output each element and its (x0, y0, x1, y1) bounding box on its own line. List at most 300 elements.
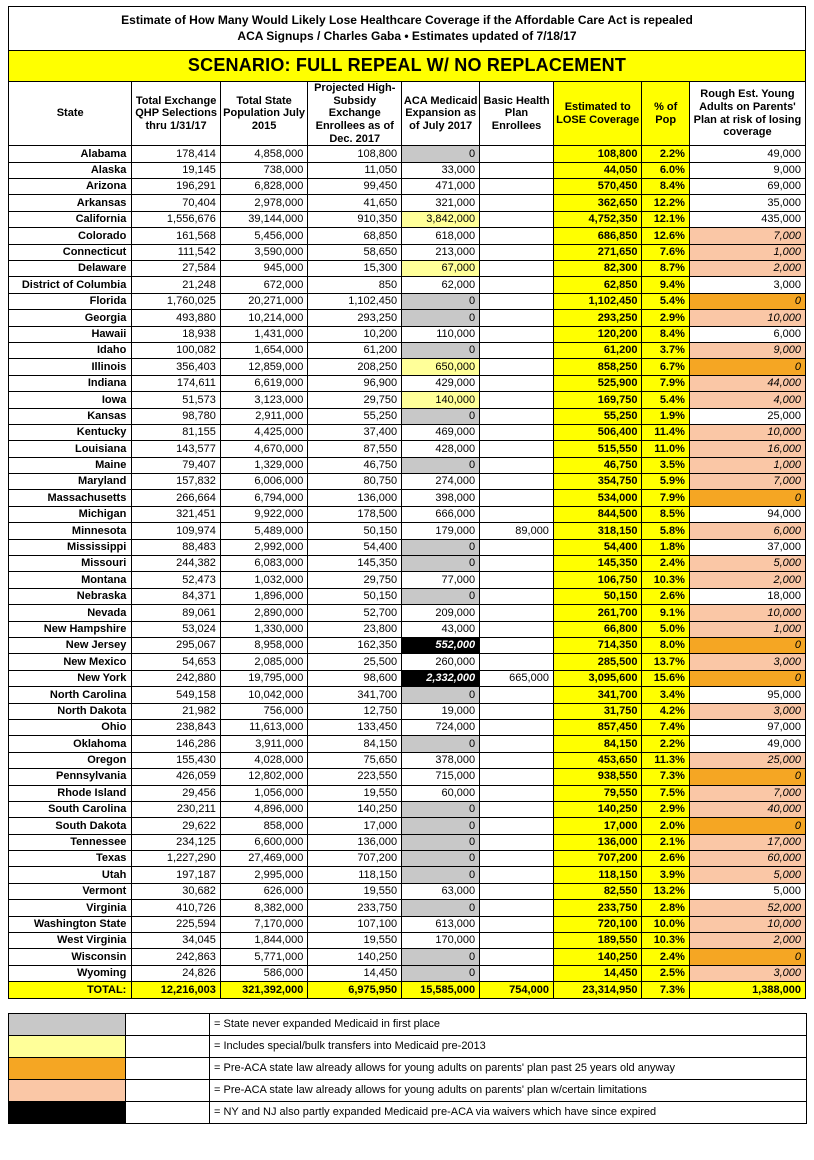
basic-health-plan (480, 457, 554, 473)
state-population: 5,771,000 (220, 949, 307, 965)
medicaid-expansion: 0 (402, 310, 480, 326)
basic-health-plan: 89,000 (480, 523, 554, 539)
young-adults-at-risk: 97,000 (689, 719, 805, 735)
high-subsidy-enrollees: 54,400 (308, 539, 402, 555)
state-name: South Carolina (9, 801, 132, 817)
high-subsidy-enrollees: 293,250 (308, 310, 402, 326)
state-population: 3,590,000 (220, 244, 307, 260)
estimated-to-lose: 118,150 (553, 867, 642, 883)
state-name: New Mexico (9, 654, 132, 670)
state-population: 1,896,000 (220, 588, 307, 604)
table-row (9, 818, 806, 834)
state-population: 626,000 (220, 883, 307, 899)
pct-of-pop: 5.4% (642, 293, 689, 309)
state-name: Kansas (9, 408, 132, 424)
state-name: California (9, 211, 132, 227)
high-subsidy-enrollees: 80,750 (308, 474, 402, 490)
pct-of-pop: 3.4% (642, 687, 689, 703)
pct-of-pop: 10.3% (642, 572, 689, 588)
pct-of-pop: 2.8% (642, 900, 689, 916)
medicaid-expansion: 0 (402, 736, 480, 752)
estimated-to-lose: 525,900 (553, 375, 642, 391)
table-row (9, 769, 806, 785)
estimated-to-lose: 31,750 (553, 703, 642, 719)
state-name: Indiana (9, 375, 132, 391)
qhp-selections: 155,430 (132, 752, 221, 768)
state-population: 858,000 (220, 818, 307, 834)
table-row (9, 474, 806, 490)
estimated-to-lose: 858,250 (553, 359, 642, 375)
total-qhp: 12,216,003 (132, 982, 221, 999)
medicaid-expansion: 0 (402, 965, 480, 981)
basic-health-plan (480, 801, 554, 817)
state-name: Vermont (9, 883, 132, 899)
qhp-selections: 143,577 (132, 441, 221, 457)
estimated-to-lose: 120,200 (553, 326, 642, 342)
high-subsidy-enrollees: 341,700 (308, 687, 402, 703)
state-population: 19,795,000 (220, 670, 307, 686)
legend-row (9, 1080, 807, 1102)
qhp-selections: 52,473 (132, 572, 221, 588)
basic-health-plan (480, 752, 554, 768)
estimated-to-lose: 17,000 (553, 818, 642, 834)
young-adults-at-risk: 9,000 (689, 342, 805, 358)
state-name: Mississippi (9, 539, 132, 555)
young-adults-at-risk: 7,000 (689, 785, 805, 801)
estimated-to-lose: 720,100 (553, 916, 642, 932)
state-population: 10,214,000 (220, 310, 307, 326)
table-row (9, 621, 806, 637)
state-population: 4,896,000 (220, 801, 307, 817)
high-subsidy-enrollees: 10,200 (308, 326, 402, 342)
qhp-selections: 34,045 (132, 933, 221, 949)
estimated-to-lose: 3,095,600 (553, 670, 642, 686)
medicaid-expansion: 618,000 (402, 228, 480, 244)
table-row (9, 490, 806, 506)
table-row (9, 670, 806, 686)
table-row (9, 195, 806, 211)
estimated-to-lose: 686,850 (553, 228, 642, 244)
state-population: 2,992,000 (220, 539, 307, 555)
state-name: Minnesota (9, 523, 132, 539)
pct-of-pop: 12.6% (642, 228, 689, 244)
state-name: Tennessee (9, 834, 132, 850)
pct-of-pop: 8.4% (642, 179, 689, 195)
state-population: 1,844,000 (220, 933, 307, 949)
estimated-to-lose: 354,750 (553, 474, 642, 490)
young-adults-at-risk: 0 (689, 670, 805, 686)
pct-of-pop: 7.5% (642, 785, 689, 801)
state-name: District of Columbia (9, 277, 132, 293)
state-name: Pennsylvania (9, 769, 132, 785)
estimated-to-lose: 570,450 (553, 179, 642, 195)
young-adults-at-risk: 4,000 (689, 392, 805, 408)
state-population: 4,028,000 (220, 752, 307, 768)
state-name: Wisconsin (9, 949, 132, 965)
qhp-selections: 549,158 (132, 687, 221, 703)
total-young-adults: 1,388,000 (689, 982, 805, 999)
col-header-high-subsidy: Projected High-Subsidy Exchange Enrollees as of Dec. 2017 (308, 82, 402, 146)
high-subsidy-enrollees: 19,550 (308, 933, 402, 949)
qhp-selections: 109,974 (132, 523, 221, 539)
young-adults-at-risk: 95,000 (689, 687, 805, 703)
estimated-to-lose: 233,750 (553, 900, 642, 916)
qhp-selections: 146,286 (132, 736, 221, 752)
qhp-selections: 157,832 (132, 474, 221, 490)
medicaid-expansion: 43,000 (402, 621, 480, 637)
basic-health-plan (480, 736, 554, 752)
state-name: Arkansas (9, 195, 132, 211)
state-name: Nevada (9, 605, 132, 621)
state-name: Utah (9, 867, 132, 883)
high-subsidy-enrollees: 145,350 (308, 556, 402, 572)
young-adults-at-risk: 5,000 (689, 883, 805, 899)
medicaid-expansion: 398,000 (402, 490, 480, 506)
total-estimated: 23,314,950 (553, 982, 642, 999)
estimated-to-lose: 844,500 (553, 506, 642, 522)
estimated-to-lose: 84,150 (553, 736, 642, 752)
col-header-state: State (9, 82, 132, 146)
pct-of-pop: 10.3% (642, 933, 689, 949)
qhp-selections: 98,780 (132, 408, 221, 424)
state-name: South Dakota (9, 818, 132, 834)
basic-health-plan (480, 293, 554, 309)
young-adults-at-risk: 37,000 (689, 539, 805, 555)
table-row (9, 441, 806, 457)
qhp-selections: 70,404 (132, 195, 221, 211)
state-name: Georgia (9, 310, 132, 326)
legend-spacer (126, 1014, 210, 1036)
medicaid-expansion: 378,000 (402, 752, 480, 768)
state-population: 945,000 (220, 261, 307, 277)
table-row (9, 900, 806, 916)
high-subsidy-enrollees: 910,350 (308, 211, 402, 227)
medicaid-expansion: 724,000 (402, 719, 480, 735)
medicaid-expansion: 428,000 (402, 441, 480, 457)
medicaid-expansion: 469,000 (402, 424, 480, 440)
total-label: TOTAL: (9, 982, 132, 999)
table-row (9, 359, 806, 375)
pct-of-pop: 2.6% (642, 588, 689, 604)
basic-health-plan (480, 556, 554, 572)
basic-health-plan (480, 687, 554, 703)
pct-of-pop: 15.6% (642, 670, 689, 686)
table-row (9, 228, 806, 244)
legend-color-swatch (9, 1036, 126, 1058)
young-adults-at-risk: 2,000 (689, 572, 805, 588)
basic-health-plan (480, 637, 554, 653)
estimated-to-lose: 293,250 (553, 310, 642, 326)
qhp-selections: 88,483 (132, 539, 221, 555)
pct-of-pop: 2.0% (642, 818, 689, 834)
legend-spacer (126, 1058, 210, 1080)
state-population: 5,456,000 (220, 228, 307, 244)
pct-of-pop: 2.9% (642, 801, 689, 817)
medicaid-expansion: 0 (402, 457, 480, 473)
basic-health-plan (480, 228, 554, 244)
basic-health-plan (480, 834, 554, 850)
legend-row (9, 1102, 807, 1124)
state-population: 9,922,000 (220, 506, 307, 522)
state-population: 7,170,000 (220, 916, 307, 932)
basic-health-plan (480, 900, 554, 916)
state-population: 10,042,000 (220, 687, 307, 703)
table-row (9, 588, 806, 604)
legend-row (9, 1014, 807, 1036)
young-adults-at-risk: 0 (689, 818, 805, 834)
high-subsidy-enrollees: 19,550 (308, 883, 402, 899)
high-subsidy-enrollees: 29,750 (308, 572, 402, 588)
medicaid-expansion: 0 (402, 818, 480, 834)
young-adults-at-risk: 6,000 (689, 523, 805, 539)
total-row (9, 982, 806, 999)
medicaid-expansion: 0 (402, 146, 480, 162)
high-subsidy-enrollees: 140,250 (308, 801, 402, 817)
legend-spacer (126, 1102, 210, 1124)
estimated-to-lose: 271,650 (553, 244, 642, 260)
young-adults-at-risk: 9,000 (689, 162, 805, 178)
table-row (9, 556, 806, 572)
col-header-qhp: Total Exchange QHP Selections thru 1/31/17 (132, 82, 221, 146)
basic-health-plan (480, 179, 554, 195)
estimated-to-lose: 506,400 (553, 424, 642, 440)
legend-spacer (126, 1080, 210, 1102)
estimated-to-lose: 362,650 (553, 195, 642, 211)
title-line-2: ACA Signups / Charles Gaba • Estimates updated of 7/18/17 (237, 29, 577, 44)
col-header-basic-health-plan: Basic Health Plan Enrollees (480, 82, 554, 146)
young-adults-at-risk: 1,000 (689, 621, 805, 637)
medicaid-expansion: 0 (402, 556, 480, 572)
legend-description: = State never expanded Medicaid in first place (210, 1014, 807, 1036)
state-name: Oklahoma (9, 736, 132, 752)
high-subsidy-enrollees: 37,400 (308, 424, 402, 440)
state-name: North Carolina (9, 687, 132, 703)
young-adults-at-risk: 49,000 (689, 146, 805, 162)
high-subsidy-enrollees: 107,100 (308, 916, 402, 932)
high-subsidy-enrollees: 108,800 (308, 146, 402, 162)
qhp-selections: 426,059 (132, 769, 221, 785)
state-name: Louisiana (9, 441, 132, 457)
legend-description: = Includes special/bulk transfers into Medicaid pre-2013 (210, 1036, 807, 1058)
medicaid-expansion: 209,000 (402, 605, 480, 621)
state-name: Texas (9, 851, 132, 867)
legend-row (9, 1058, 807, 1080)
pct-of-pop: 13.7% (642, 654, 689, 670)
table-row (9, 244, 806, 260)
young-adults-at-risk: 94,000 (689, 506, 805, 522)
pct-of-pop: 2.4% (642, 556, 689, 572)
table-row (9, 162, 806, 178)
young-adults-at-risk: 0 (689, 293, 805, 309)
medicaid-expansion: 471,000 (402, 179, 480, 195)
state-population: 11,613,000 (220, 719, 307, 735)
pct-of-pop: 8.7% (642, 261, 689, 277)
qhp-selections: 244,382 (132, 556, 221, 572)
qhp-selections: 266,664 (132, 490, 221, 506)
pct-of-pop: 3.9% (642, 867, 689, 883)
pct-of-pop: 11.0% (642, 441, 689, 457)
state-population: 8,382,000 (220, 900, 307, 916)
high-subsidy-enrollees: 55,250 (308, 408, 402, 424)
state-name: Ohio (9, 719, 132, 735)
state-name: Nebraska (9, 588, 132, 604)
estimated-to-lose: 707,200 (553, 851, 642, 867)
high-subsidy-enrollees: 136,000 (308, 834, 402, 850)
young-adults-at-risk: 3,000 (689, 277, 805, 293)
pct-of-pop: 9.1% (642, 605, 689, 621)
table-row (9, 916, 806, 932)
medicaid-expansion: 140,000 (402, 392, 480, 408)
pct-of-pop: 12.2% (642, 195, 689, 211)
legend-body (9, 1014, 807, 1124)
young-adults-at-risk: 60,000 (689, 851, 805, 867)
total-medicaid: 15,585,000 (402, 982, 480, 999)
basic-health-plan (480, 441, 554, 457)
table-row (9, 605, 806, 621)
table-row (9, 523, 806, 539)
pct-of-pop: 7.4% (642, 719, 689, 735)
table-row (9, 506, 806, 522)
total-basic-health-plan: 754,000 (480, 982, 554, 999)
estimated-to-lose: 66,800 (553, 621, 642, 637)
estimated-to-lose: 938,550 (553, 769, 642, 785)
high-subsidy-enrollees: 178,500 (308, 506, 402, 522)
estimated-to-lose: 453,650 (553, 752, 642, 768)
table-row (9, 572, 806, 588)
state-population: 27,469,000 (220, 851, 307, 867)
high-subsidy-enrollees: 162,350 (308, 637, 402, 653)
medicaid-expansion: 179,000 (402, 523, 480, 539)
legend-color-swatch (9, 1080, 126, 1102)
table-row (9, 867, 806, 883)
basic-health-plan (480, 359, 554, 375)
young-adults-at-risk: 25,000 (689, 408, 805, 424)
pct-of-pop: 6.0% (642, 162, 689, 178)
legend-description: = NY and NJ also partly expanded Medicaid pre-ACA via waivers which have since expired (210, 1102, 807, 1124)
state-population: 672,000 (220, 277, 307, 293)
basic-health-plan (480, 244, 554, 260)
high-subsidy-enrollees: 96,900 (308, 375, 402, 391)
state-name: Connecticut (9, 244, 132, 260)
basic-health-plan (480, 162, 554, 178)
young-adults-at-risk: 1,000 (689, 457, 805, 473)
pct-of-pop: 8.0% (642, 637, 689, 653)
estimated-to-lose: 106,750 (553, 572, 642, 588)
young-adults-at-risk: 0 (689, 949, 805, 965)
high-subsidy-enrollees: 50,150 (308, 523, 402, 539)
basic-health-plan (480, 392, 554, 408)
basic-health-plan (480, 818, 554, 834)
medicaid-expansion: 0 (402, 293, 480, 309)
young-adults-at-risk: 44,000 (689, 375, 805, 391)
pct-of-pop: 7.6% (642, 244, 689, 260)
basic-health-plan (480, 769, 554, 785)
qhp-selections: 21,982 (132, 703, 221, 719)
young-adults-at-risk: 16,000 (689, 441, 805, 457)
high-subsidy-enrollees: 61,200 (308, 342, 402, 358)
pct-of-pop: 7.9% (642, 490, 689, 506)
state-name: Missouri (9, 556, 132, 572)
state-population: 4,670,000 (220, 441, 307, 457)
medicaid-expansion: 666,000 (402, 506, 480, 522)
legend-color-swatch (9, 1014, 126, 1036)
medicaid-expansion: 650,000 (402, 359, 480, 375)
basic-health-plan (480, 408, 554, 424)
high-subsidy-enrollees: 707,200 (308, 851, 402, 867)
estimated-to-lose: 140,250 (553, 801, 642, 817)
medicaid-expansion: 552,000 (402, 637, 480, 653)
high-subsidy-enrollees: 15,300 (308, 261, 402, 277)
medicaid-expansion: 0 (402, 867, 480, 883)
table-row (9, 637, 806, 653)
pct-of-pop: 6.7% (642, 359, 689, 375)
qhp-selections: 53,024 (132, 621, 221, 637)
high-subsidy-enrollees: 75,650 (308, 752, 402, 768)
high-subsidy-enrollees: 84,150 (308, 736, 402, 752)
table-row (9, 949, 806, 965)
estimated-to-lose: 261,700 (553, 605, 642, 621)
qhp-selections: 242,880 (132, 670, 221, 686)
qhp-selections: 238,843 (132, 719, 221, 735)
young-adults-at-risk: 7,000 (689, 474, 805, 490)
qhp-selections: 295,067 (132, 637, 221, 653)
legend-description: = Pre-ACA state law already allows for young adults on parents' plan w/certain limitations (210, 1080, 807, 1102)
state-name: Kentucky (9, 424, 132, 440)
estimated-to-lose: 169,750 (553, 392, 642, 408)
basic-health-plan (480, 506, 554, 522)
table-row (9, 424, 806, 440)
state-population: 2,890,000 (220, 605, 307, 621)
estimated-to-lose: 515,550 (553, 441, 642, 457)
state-name: New York (9, 670, 132, 686)
medicaid-expansion: 0 (402, 539, 480, 555)
state-population: 756,000 (220, 703, 307, 719)
young-adults-at-risk: 5,000 (689, 556, 805, 572)
table-row (9, 834, 806, 850)
estimated-to-lose: 14,450 (553, 965, 642, 981)
medicaid-expansion: 274,000 (402, 474, 480, 490)
young-adults-at-risk: 3,000 (689, 654, 805, 670)
legend-description: = Pre-ACA state law already allows for young adults on parents' plan past 25 years old anyway (210, 1058, 807, 1080)
pct-of-pop: 7.9% (642, 375, 689, 391)
state-population: 5,489,000 (220, 523, 307, 539)
table-row (9, 326, 806, 342)
table-row (9, 654, 806, 670)
state-population: 12,802,000 (220, 769, 307, 785)
young-adults-at-risk: 435,000 (689, 211, 805, 227)
basic-health-plan (480, 146, 554, 162)
pct-of-pop: 3.7% (642, 342, 689, 358)
legend-table (8, 1013, 807, 1124)
pct-of-pop: 5.8% (642, 523, 689, 539)
basic-health-plan (480, 211, 554, 227)
young-adults-at-risk: 10,000 (689, 310, 805, 326)
high-subsidy-enrollees: 14,450 (308, 965, 402, 981)
estimated-to-lose: 54,400 (553, 539, 642, 555)
qhp-selections: 234,125 (132, 834, 221, 850)
high-subsidy-enrollees: 52,700 (308, 605, 402, 621)
table-row (9, 146, 806, 162)
young-adults-at-risk: 1,000 (689, 244, 805, 260)
basic-health-plan (480, 654, 554, 670)
basic-health-plan (480, 965, 554, 981)
qhp-selections: 225,594 (132, 916, 221, 932)
basic-health-plan: 665,000 (480, 670, 554, 686)
qhp-selections: 29,622 (132, 818, 221, 834)
pct-of-pop: 2.4% (642, 949, 689, 965)
state-population: 6,828,000 (220, 179, 307, 195)
coverage-loss-table (8, 6, 806, 999)
